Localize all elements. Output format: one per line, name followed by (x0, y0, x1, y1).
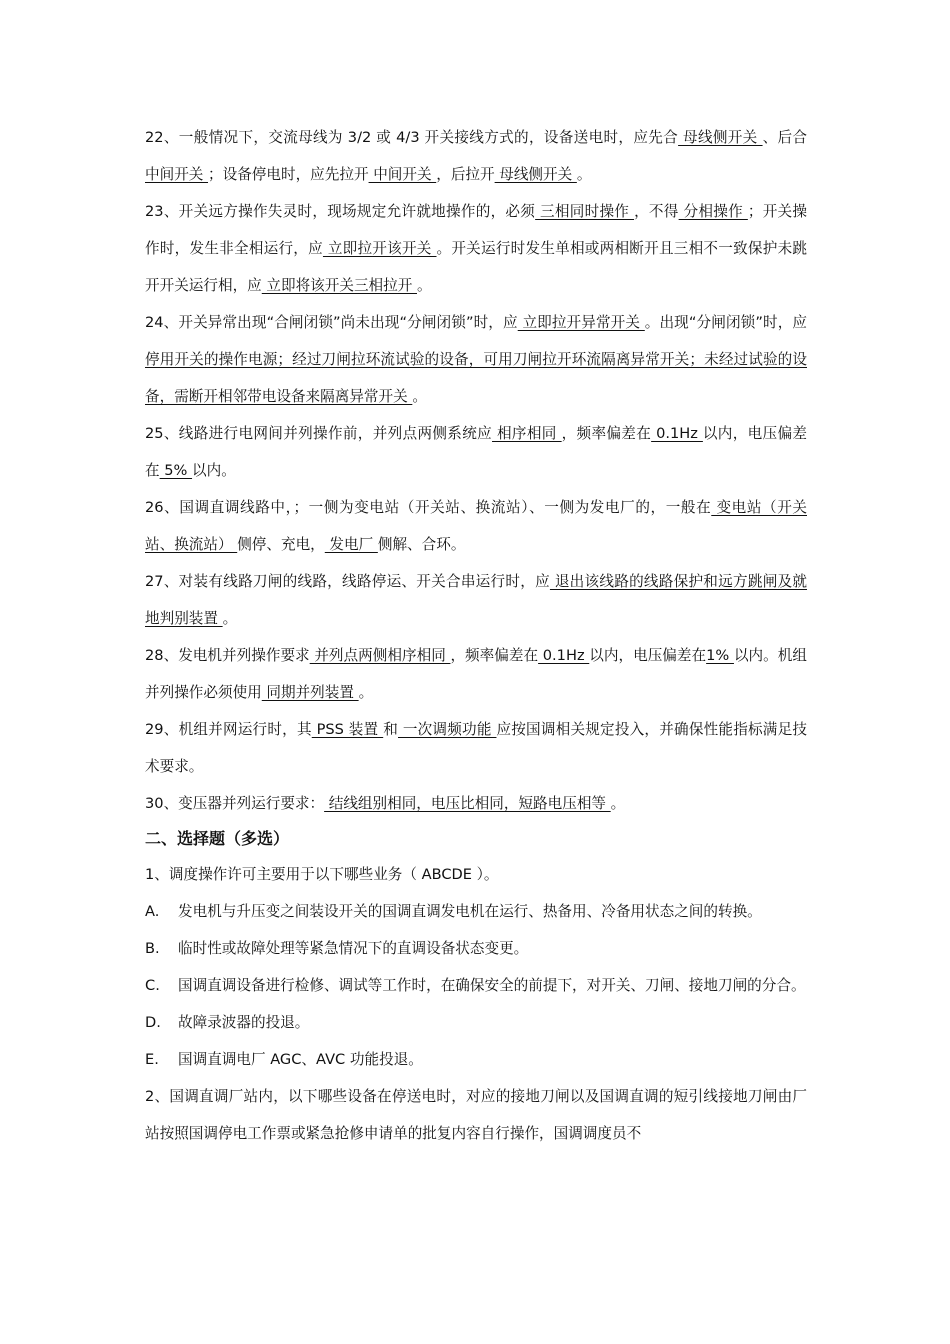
q23-text-5: 。 (416, 277, 432, 294)
question-24 (145, 304, 807, 415)
option-item (145, 893, 807, 930)
q29-answer-2: 一次调频功能 (398, 721, 497, 738)
question-27 (145, 563, 807, 637)
option-item (145, 1004, 807, 1041)
option-item (145, 967, 807, 1004)
q26-text-3: 侧解、合环。 (377, 536, 466, 553)
option-text: 国调直调设备进行检修、调试等工作时，在确保安全的前提下，对开关、刀闸、接地刀闸的分合。 (178, 977, 806, 994)
q28-answer-2: 0.1Hz (538, 647, 590, 664)
q22-answer-2: 中间开关 (145, 166, 209, 183)
q23-text-2: ，不得 (634, 203, 679, 220)
q24-text-2: 。出现“分闸闭锁”时，应 (644, 314, 807, 331)
q25-text-2: ，频率偏差在 (561, 425, 652, 442)
q28-text-5: 。 (358, 684, 374, 701)
q26-answer-1: 变电站（开关站、换流站） (145, 499, 807, 553)
q23-answer-3: 立即拉开该开关 (322, 240, 437, 257)
q23-answer-4: 立即将该开关三相拉开 (261, 277, 417, 294)
q23-text-4: 。开关运行时发生单相或两相断开且三相不一致保护未跳开开关运行相，应 (145, 240, 807, 294)
q30-answer-1: 结线组别相同，电压比相同，短路电压相等 (324, 795, 611, 812)
question-26 (145, 489, 807, 563)
q23-text-1: 23、开关远方操作失灵时，现场规定允许就地操作的，必须 (145, 203, 536, 220)
multi-question-1: 1、调度操作许可主要用于以下哪些业务（ ABCDE ）。 (145, 866, 499, 883)
option-text: 国调直调电厂 AGC、AVC 功能投退。 (178, 1051, 423, 1068)
q23-text-3: ；开关操作时，发生非全相运行，应 (145, 203, 807, 257)
q22-answer-4: 母线侧开关 (494, 166, 577, 183)
question-23 (145, 193, 807, 304)
option-text: 临时性或故障处理等紧急情况下的直调设备状态变更。 (178, 940, 529, 957)
q24-text-3: 。 (412, 388, 427, 405)
q28-answer-1: 并列点两侧相序相同 (309, 647, 451, 664)
q25-text-4: 以内。 (192, 462, 236, 479)
question-30 (145, 785, 807, 822)
q28-answer-3: 1% (706, 647, 734, 664)
q27-answer-1: 退出该线路的线路保护和远方跳闸及就地判别装置 (145, 573, 808, 627)
q30-text-2: 。 (610, 795, 626, 812)
option-label: E. (145, 1051, 159, 1068)
section-heading: 二、选择题（多选） (145, 829, 290, 848)
q29-text-3: 应按国调相关规定投入，并确保性能指标满足技术要求。 (145, 721, 807, 775)
q22-text-3: ；设备停电时，应先拉开 (208, 166, 369, 183)
q22-text-5: 。 (576, 166, 592, 183)
option-label: D. (145, 1014, 161, 1031)
question-25 (145, 415, 807, 489)
q25-answer-3: 5% (159, 462, 193, 479)
option-label: C. (145, 977, 160, 994)
q29-text-1: 29、机组并网运行时，其 (145, 721, 312, 738)
q28-text-1: 28、发电机并列操作要求 (145, 647, 310, 664)
question-28 (145, 637, 807, 711)
option-item (145, 930, 807, 967)
q23-answer-1: 三相同时操作 (535, 203, 635, 220)
q30-text-1: 30、变压器并列运行要求： (145, 795, 325, 812)
question-22 (145, 119, 807, 193)
q25-answer-1: 相序相同 (492, 425, 562, 442)
q22-answer-3: 中间开关 (368, 166, 437, 183)
q24-answer-2: 停用开关的操作电源；经过刀闸拉环流试验的设备，可用刀闸拉开环流隔离异常开关；未经过试验的设备，需断开相邻带电设备来隔离异常开关 (145, 351, 807, 405)
q22-text-4: ，后拉开 (436, 166, 495, 183)
q22-answer-1: 母线侧开关 (678, 129, 763, 146)
q22-text-1: 22、一般情况下，交流母线为 3/2 或 4/3 开关接线方式的，设备送电时，应先合 (145, 129, 679, 146)
option-label: B. (145, 940, 160, 957)
q22-text-2: 、后合 (762, 129, 807, 146)
q25-text-1: 25、线路进行电网间并列操作前，并列点两侧系统应 (145, 425, 493, 442)
q28-answer-4: 同期并列装置 (261, 684, 359, 701)
q29-text-2: 和 (383, 721, 398, 738)
option-text: 发电机与升压变之间装设开关的国调直调发电机在运行、热备用、冷备用状态之间的转换。 (178, 903, 762, 920)
multi-question-2: 2、国调直调厂站内，以下哪些设备在停送电时，对应的接地刀闸以及国调直调的短引线接地刀闸由厂站按照国调停电工作票或紧急抢修申请单的批复内容自行操作，国调调度员不 (145, 1088, 807, 1142)
q25-text-3: 以内，电压偏差在 (145, 425, 807, 479)
document-content (145, 119, 807, 1152)
q24-text-1: 24、开关异常出现“合闸闭锁”尚未出现“分闸闭锁”时，应 (145, 314, 518, 331)
q29-answer-1: PSS 装置 (311, 721, 384, 738)
q25-answer-2: 0.1Hz (651, 425, 703, 442)
question-29 (145, 711, 807, 785)
option-item (145, 1041, 807, 1078)
q27-text-2: 。 (222, 610, 238, 627)
q28-text-4: 以内。机组并列操作必须使用 (145, 647, 807, 701)
option-label: A. (145, 903, 160, 920)
q26-text-1: 26、国调直调线路中，；一侧为变电站（开关站、换流站）、一侧为发电厂的，一般在 (145, 499, 712, 516)
q28-text-3: 以内，电压偏差在 (589, 647, 707, 664)
option-text: 故障录波器的投退。 (178, 1014, 310, 1031)
q26-text-2: 侧停、充电， (237, 536, 325, 553)
q26-answer-2: 发电厂 (324, 536, 378, 553)
q27-text-1: 27、对装有线路刀闸的线路，线路停运、开关合串运行时，应 (145, 573, 550, 590)
q24-answer-1: 立即拉开异常开关 (517, 314, 645, 331)
q23-answer-2: 分相操作 (678, 203, 748, 220)
q28-text-2: ，频率偏差在 (450, 647, 539, 664)
